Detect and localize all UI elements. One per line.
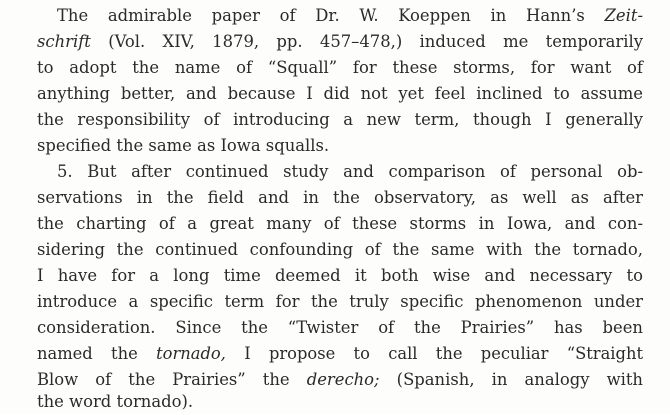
text-line [37, 263, 643, 289]
italic-segment: Zeit- [604, 6, 643, 25]
italic-segment: schrift [37, 32, 91, 51]
text-line [37, 133, 643, 159]
text-segment: sidering the continued confounding of the same with the tornado, [37, 240, 643, 259]
italic-term-derecho: derecho; [306, 370, 380, 389]
text-line [37, 107, 643, 133]
text-segment: servations in the field and in the observatory, as well as after [37, 188, 643, 207]
text-line [37, 29, 643, 55]
text-line [37, 389, 643, 415]
text-line [57, 159, 643, 185]
text-line [37, 315, 643, 341]
text-line [57, 3, 643, 29]
text-line [37, 185, 643, 211]
text-segment: named the [37, 344, 157, 363]
text-segment: the charting of a great many of these storms in Iowa, and con- [37, 214, 643, 233]
text-segment: I have for a long time deemed it both wise and necessary to [37, 266, 643, 285]
text-segment: consideration. Since the “Twister of the Prairies” has been [37, 318, 643, 337]
text-line [37, 341, 643, 367]
text-segment: specified the same as Iowa squalls. [37, 136, 330, 155]
text-segment: the word tornado). [37, 392, 194, 411]
text-line [37, 237, 643, 263]
text-line [37, 55, 643, 81]
text-segment: Blow of the Prairies” the [37, 370, 307, 389]
text-line [37, 211, 643, 237]
italic-term-tornado: tornado, [156, 344, 226, 363]
text-segment: 5. But after continued study and comparison of personal ob- [57, 162, 643, 181]
text-segment: (Vol. XIV, 1879, pp. 457–478,) induced me temporarily [90, 32, 643, 51]
text-segment: anything better, and because I did not yet feel inclined to assume [37, 84, 643, 103]
text-segment: The admirable paper of Dr. W. Koeppen in Hann’s [57, 6, 605, 25]
text-segment: the responsibility of introducing a new term, though I generally [37, 110, 643, 129]
text-line [37, 289, 643, 315]
text-segment: introduce a specific term for the truly specific phenomenon under [37, 292, 643, 311]
text-segment: to adopt the name of “Squall” for these storms, for want of [37, 58, 643, 77]
text-line [37, 81, 643, 107]
text-segment: I propose to call the peculiar “Straight [225, 344, 643, 363]
text-segment: (Spanish, in analogy with [379, 370, 643, 389]
